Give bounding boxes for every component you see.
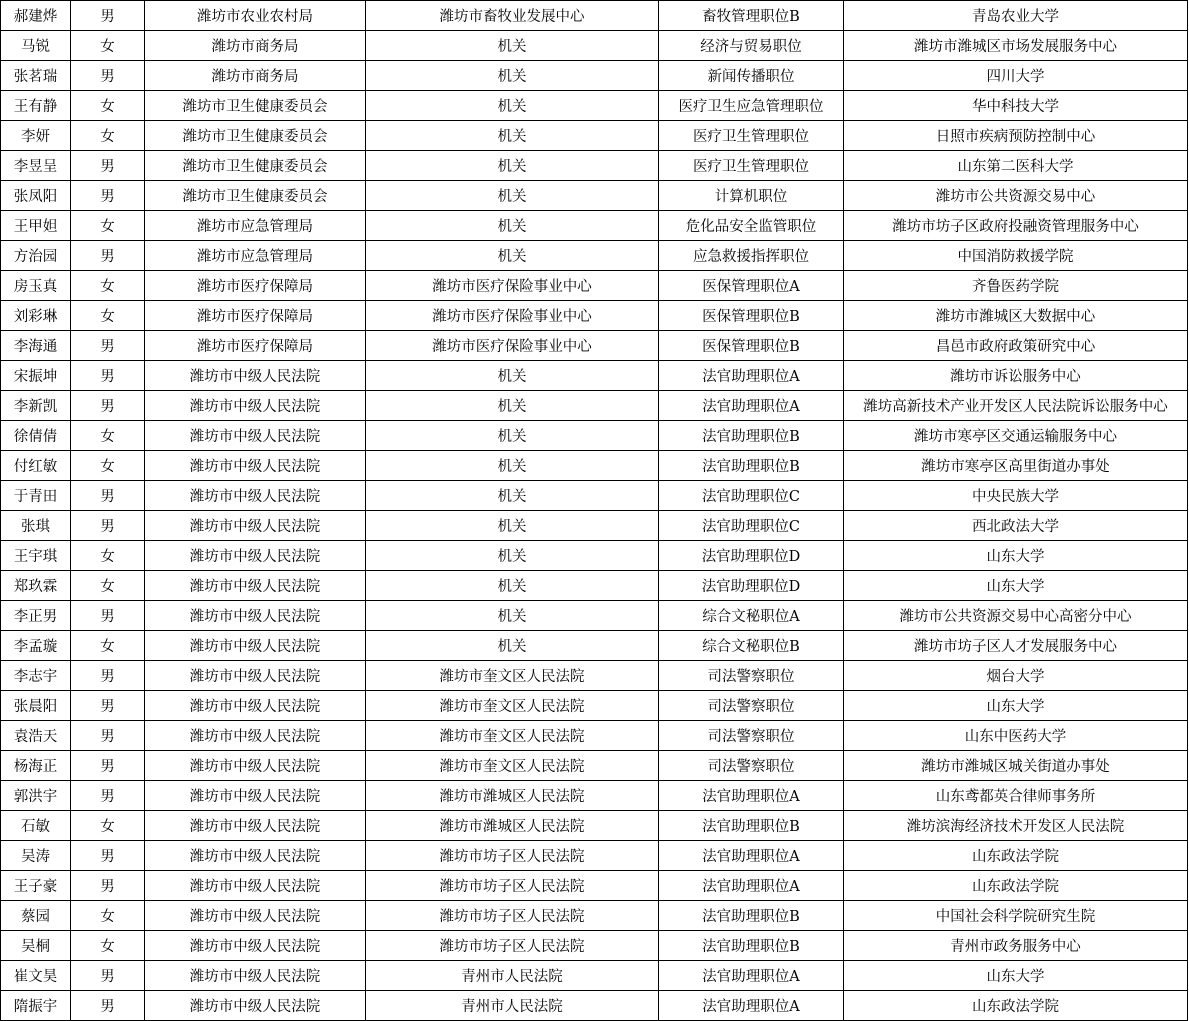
unit-cell: 潍坊市中级人民法院 — [145, 691, 366, 721]
unit-cell: 潍坊市卫生健康委员会 — [145, 151, 366, 181]
source-unit-cell: 烟台大学 — [844, 661, 1188, 691]
department-cell: 潍坊市坊子区人民法院 — [366, 901, 659, 931]
position-cell: 法官助理职位A — [659, 781, 844, 811]
gender-cell: 男 — [71, 781, 145, 811]
name-cell: 张茗瑞 — [1, 61, 71, 91]
department-cell: 机关 — [366, 151, 659, 181]
name-cell: 崔文昊 — [1, 961, 71, 991]
source-unit-cell: 山东中医药大学 — [844, 721, 1188, 751]
position-cell: 法官助理职位C — [659, 481, 844, 511]
name-cell: 李妍 — [1, 121, 71, 151]
table-row — [1, 511, 1188, 541]
department-cell: 机关 — [366, 211, 659, 241]
table-row — [1, 121, 1188, 151]
department-cell: 潍坊市坊子区人民法院 — [366, 841, 659, 871]
unit-cell: 潍坊市中级人民法院 — [145, 541, 366, 571]
table-row — [1, 451, 1188, 481]
source-unit-cell: 中央民族大学 — [844, 481, 1188, 511]
source-unit-cell: 山东大学 — [844, 541, 1188, 571]
source-unit-cell: 青州市政务服务中心 — [844, 931, 1188, 961]
position-cell: 法官助理职位B — [659, 451, 844, 481]
source-unit-cell: 潍坊市寒亭区交通运输服务中心 — [844, 421, 1188, 451]
unit-cell: 潍坊市中级人民法院 — [145, 721, 366, 751]
unit-cell: 潍坊市中级人民法院 — [145, 991, 366, 1021]
source-unit-cell: 昌邑市政府政策研究中心 — [844, 331, 1188, 361]
department-cell: 潍坊市奎文区人民法院 — [366, 751, 659, 781]
department-cell: 潍坊市奎文区人民法院 — [366, 661, 659, 691]
position-cell: 法官助理职位A — [659, 841, 844, 871]
name-cell: 袁浩天 — [1, 721, 71, 751]
position-cell: 医疗卫生管理职位 — [659, 151, 844, 181]
gender-cell: 女 — [71, 421, 145, 451]
unit-cell: 潍坊市卫生健康委员会 — [145, 181, 366, 211]
unit-cell: 潍坊市中级人民法院 — [145, 811, 366, 841]
unit-cell: 潍坊市商务局 — [145, 31, 366, 61]
department-cell: 潍坊市医疗保险事业中心 — [366, 331, 659, 361]
gender-cell: 女 — [71, 901, 145, 931]
gender-cell: 男 — [71, 331, 145, 361]
position-cell: 法官助理职位A — [659, 361, 844, 391]
gender-cell: 女 — [71, 811, 145, 841]
department-cell: 机关 — [366, 31, 659, 61]
gender-cell: 女 — [71, 211, 145, 241]
name-cell: 王子豪 — [1, 871, 71, 901]
gender-cell: 男 — [71, 361, 145, 391]
position-cell: 法官助理职位B — [659, 421, 844, 451]
unit-cell: 潍坊市中级人民法院 — [145, 751, 366, 781]
position-cell: 法官助理职位D — [659, 541, 844, 571]
department-cell: 机关 — [366, 91, 659, 121]
department-cell: 潍坊市潍城区人民法院 — [366, 811, 659, 841]
position-cell: 法官助理职位B — [659, 931, 844, 961]
gender-cell: 男 — [71, 691, 145, 721]
name-cell: 李孟璇 — [1, 631, 71, 661]
source-unit-cell: 山东第二医科大学 — [844, 151, 1188, 181]
gender-cell: 男 — [71, 661, 145, 691]
gender-cell: 男 — [71, 991, 145, 1021]
table-row — [1, 361, 1188, 391]
source-unit-cell: 潍坊市公共资源交易中心 — [844, 181, 1188, 211]
table-row — [1, 211, 1188, 241]
department-cell: 机关 — [366, 451, 659, 481]
table-row — [1, 331, 1188, 361]
table-row — [1, 391, 1188, 421]
name-cell: 李志宇 — [1, 661, 71, 691]
table-row — [1, 31, 1188, 61]
name-cell: 李昱呈 — [1, 151, 71, 181]
table-row — [1, 781, 1188, 811]
table-row — [1, 871, 1188, 901]
department-cell: 潍坊市坊子区人民法院 — [366, 931, 659, 961]
name-cell: 房玉真 — [1, 271, 71, 301]
source-unit-cell: 山东政法学院 — [844, 841, 1188, 871]
table-row — [1, 931, 1188, 961]
department-cell: 潍坊市奎文区人民法院 — [366, 691, 659, 721]
name-cell: 王甲妲 — [1, 211, 71, 241]
name-cell: 李新凯 — [1, 391, 71, 421]
department-cell: 潍坊市医疗保险事业中心 — [366, 271, 659, 301]
gender-cell: 女 — [71, 91, 145, 121]
gender-cell: 女 — [71, 931, 145, 961]
source-unit-cell: 潍坊市坊子区政府投融资管理服务中心 — [844, 211, 1188, 241]
name-cell: 石敏 — [1, 811, 71, 841]
unit-cell: 潍坊市中级人民法院 — [145, 901, 366, 931]
name-cell: 刘彩琳 — [1, 301, 71, 331]
table-row — [1, 631, 1188, 661]
table-row — [1, 961, 1188, 991]
gender-cell: 男 — [71, 601, 145, 631]
unit-cell: 潍坊市中级人民法院 — [145, 601, 366, 631]
name-cell: 王有静 — [1, 91, 71, 121]
name-cell: 李海通 — [1, 331, 71, 361]
name-cell: 徐倩倩 — [1, 421, 71, 451]
name-cell: 郝建烨 — [1, 1, 71, 31]
position-cell: 法官助理职位C — [659, 511, 844, 541]
unit-cell: 潍坊市中级人民法院 — [145, 961, 366, 991]
position-cell: 法官助理职位D — [659, 571, 844, 601]
unit-cell: 潍坊市中级人民法院 — [145, 571, 366, 601]
unit-cell: 潍坊市农业农村局 — [145, 1, 366, 31]
position-cell: 法官助理职位A — [659, 961, 844, 991]
position-cell: 经济与贸易职位 — [659, 31, 844, 61]
department-cell: 机关 — [366, 421, 659, 451]
source-unit-cell: 齐鲁医药学院 — [844, 271, 1188, 301]
name-cell: 宋振坤 — [1, 361, 71, 391]
department-cell: 机关 — [366, 601, 659, 631]
source-unit-cell: 潍坊高新技术产业开发区人民法院诉讼服务中心 — [844, 391, 1188, 421]
unit-cell: 潍坊市卫生健康委员会 — [145, 121, 366, 151]
table-row — [1, 901, 1188, 931]
source-unit-cell: 潍坊市潍城区大数据中心 — [844, 301, 1188, 331]
position-cell: 危化品安全监管职位 — [659, 211, 844, 241]
position-cell: 新闻传播职位 — [659, 61, 844, 91]
source-unit-cell: 山东大学 — [844, 691, 1188, 721]
unit-cell: 潍坊市中级人民法院 — [145, 931, 366, 961]
department-cell: 青州市人民法院 — [366, 961, 659, 991]
gender-cell: 男 — [71, 181, 145, 211]
gender-cell: 女 — [71, 301, 145, 331]
name-cell: 李正男 — [1, 601, 71, 631]
gender-cell: 男 — [71, 241, 145, 271]
gender-cell: 女 — [71, 271, 145, 301]
position-cell: 司法警察职位 — [659, 661, 844, 691]
table-row — [1, 841, 1188, 871]
table-row — [1, 991, 1188, 1021]
gender-cell: 女 — [71, 571, 145, 601]
source-unit-cell: 潍坊市潍城区城关街道办事处 — [844, 751, 1188, 781]
gender-cell: 男 — [71, 391, 145, 421]
gender-cell: 女 — [71, 121, 145, 151]
unit-cell: 潍坊市中级人民法院 — [145, 481, 366, 511]
source-unit-cell: 山东大学 — [844, 571, 1188, 601]
name-cell: 蔡园 — [1, 901, 71, 931]
source-unit-cell: 山东政法学院 — [844, 991, 1188, 1021]
position-cell: 医保管理职位A — [659, 271, 844, 301]
source-unit-cell: 潍坊市诉讼服务中心 — [844, 361, 1188, 391]
table-row — [1, 751, 1188, 781]
department-cell: 潍坊市畜牧业发展中心 — [366, 1, 659, 31]
position-cell: 综合文秘职位B — [659, 631, 844, 661]
source-unit-cell: 山东鸢都英合律师事务所 — [844, 781, 1188, 811]
position-cell: 综合文秘职位A — [659, 601, 844, 631]
gender-cell: 男 — [71, 841, 145, 871]
name-cell: 郑玖霖 — [1, 571, 71, 601]
unit-cell: 潍坊市应急管理局 — [145, 211, 366, 241]
name-cell: 吴桐 — [1, 931, 71, 961]
department-cell: 机关 — [366, 541, 659, 571]
table-row — [1, 481, 1188, 511]
source-unit-cell: 华中科技大学 — [844, 91, 1188, 121]
gender-cell: 男 — [71, 751, 145, 781]
name-cell: 马锐 — [1, 31, 71, 61]
unit-cell: 潍坊市中级人民法院 — [145, 871, 366, 901]
source-unit-cell: 日照市疾病预防控制中心 — [844, 121, 1188, 151]
gender-cell: 男 — [71, 871, 145, 901]
unit-cell: 潍坊市应急管理局 — [145, 241, 366, 271]
table-row — [1, 601, 1188, 631]
name-cell: 王宇琪 — [1, 541, 71, 571]
gender-cell: 男 — [71, 1, 145, 31]
roster-body — [1, 1, 1188, 1021]
position-cell: 畜牧管理职位B — [659, 1, 844, 31]
position-cell: 法官助理职位A — [659, 871, 844, 901]
department-cell: 机关 — [366, 121, 659, 151]
unit-cell: 潍坊市商务局 — [145, 61, 366, 91]
department-cell: 机关 — [366, 241, 659, 271]
gender-cell: 女 — [71, 541, 145, 571]
position-cell: 医保管理职位B — [659, 331, 844, 361]
department-cell: 潍坊市坊子区人民法院 — [366, 871, 659, 901]
table-row — [1, 571, 1188, 601]
position-cell: 司法警察职位 — [659, 721, 844, 751]
source-unit-cell: 潍坊市坊子区人才发展服务中心 — [844, 631, 1188, 661]
unit-cell: 潍坊市中级人民法院 — [145, 421, 366, 451]
unit-cell: 潍坊市中级人民法院 — [145, 781, 366, 811]
position-cell: 医保管理职位B — [659, 301, 844, 331]
position-cell: 司法警察职位 — [659, 691, 844, 721]
table-row — [1, 301, 1188, 331]
unit-cell: 潍坊市卫生健康委员会 — [145, 91, 366, 121]
department-cell: 机关 — [366, 571, 659, 601]
source-unit-cell: 青岛农业大学 — [844, 1, 1188, 31]
source-unit-cell: 山东政法学院 — [844, 871, 1188, 901]
unit-cell: 潍坊市中级人民法院 — [145, 631, 366, 661]
department-cell: 潍坊市奎文区人民法院 — [366, 721, 659, 751]
table-row — [1, 811, 1188, 841]
department-cell: 机关 — [366, 481, 659, 511]
department-cell: 机关 — [366, 511, 659, 541]
position-cell: 医疗卫生管理职位 — [659, 121, 844, 151]
source-unit-cell: 四川大学 — [844, 61, 1188, 91]
name-cell: 张晨阳 — [1, 691, 71, 721]
table-row — [1, 151, 1188, 181]
gender-cell: 女 — [71, 451, 145, 481]
department-cell: 潍坊市医疗保险事业中心 — [366, 301, 659, 331]
table-row — [1, 661, 1188, 691]
position-cell: 法官助理职位B — [659, 901, 844, 931]
unit-cell: 潍坊市中级人民法院 — [145, 511, 366, 541]
position-cell: 应急救援指挥职位 — [659, 241, 844, 271]
table-row — [1, 91, 1188, 121]
gender-cell: 男 — [71, 721, 145, 751]
name-cell: 杨海正 — [1, 751, 71, 781]
unit-cell: 潍坊市中级人民法院 — [145, 361, 366, 391]
source-unit-cell: 潍坊市公共资源交易中心高密分中心 — [844, 601, 1188, 631]
unit-cell: 潍坊市中级人民法院 — [145, 391, 366, 421]
source-unit-cell: 潍坊市寒亭区高里街道办事处 — [844, 451, 1188, 481]
unit-cell: 潍坊市中级人民法院 — [145, 661, 366, 691]
table-row — [1, 271, 1188, 301]
table-row — [1, 421, 1188, 451]
source-unit-cell: 西北政法大学 — [844, 511, 1188, 541]
department-cell: 机关 — [366, 361, 659, 391]
department-cell: 青州市人民法院 — [366, 991, 659, 1021]
name-cell: 吴涛 — [1, 841, 71, 871]
unit-cell: 潍坊市医疗保障局 — [145, 331, 366, 361]
table-row — [1, 721, 1188, 751]
gender-cell: 男 — [71, 151, 145, 181]
gender-cell: 男 — [71, 61, 145, 91]
name-cell: 郭洪宇 — [1, 781, 71, 811]
gender-cell: 女 — [71, 631, 145, 661]
department-cell: 机关 — [366, 181, 659, 211]
department-cell: 潍坊市潍城区人民法院 — [366, 781, 659, 811]
gender-cell: 男 — [71, 511, 145, 541]
table-row — [1, 241, 1188, 271]
unit-cell: 潍坊市医疗保障局 — [145, 271, 366, 301]
table-row — [1, 1, 1188, 31]
position-cell: 法官助理职位B — [659, 811, 844, 841]
name-cell: 付红敏 — [1, 451, 71, 481]
table-row — [1, 691, 1188, 721]
department-cell: 机关 — [366, 631, 659, 661]
name-cell: 张凤阳 — [1, 181, 71, 211]
name-cell: 隋振宇 — [1, 991, 71, 1021]
position-cell: 计算机职位 — [659, 181, 844, 211]
unit-cell: 潍坊市中级人民法院 — [145, 841, 366, 871]
position-cell: 医疗卫生应急管理职位 — [659, 91, 844, 121]
name-cell: 张琪 — [1, 511, 71, 541]
source-unit-cell: 潍坊滨海经济技术开发区人民法院 — [844, 811, 1188, 841]
gender-cell: 男 — [71, 481, 145, 511]
department-cell: 机关 — [366, 61, 659, 91]
unit-cell: 潍坊市医疗保障局 — [145, 301, 366, 331]
name-cell: 于青田 — [1, 481, 71, 511]
department-cell: 机关 — [366, 391, 659, 421]
unit-cell: 潍坊市中级人民法院 — [145, 451, 366, 481]
source-unit-cell: 中国消防救援学院 — [844, 241, 1188, 271]
source-unit-cell: 中国社会科学院研究生院 — [844, 901, 1188, 931]
table-row — [1, 61, 1188, 91]
source-unit-cell: 潍坊市潍城区市场发展服务中心 — [844, 31, 1188, 61]
position-cell: 司法警察职位 — [659, 751, 844, 781]
table-row — [1, 541, 1188, 571]
gender-cell: 男 — [71, 961, 145, 991]
name-cell: 方治园 — [1, 241, 71, 271]
gender-cell: 女 — [71, 31, 145, 61]
source-unit-cell: 山东大学 — [844, 961, 1188, 991]
position-cell: 法官助理职位A — [659, 991, 844, 1021]
position-cell: 法官助理职位A — [659, 391, 844, 421]
table-row — [1, 181, 1188, 211]
